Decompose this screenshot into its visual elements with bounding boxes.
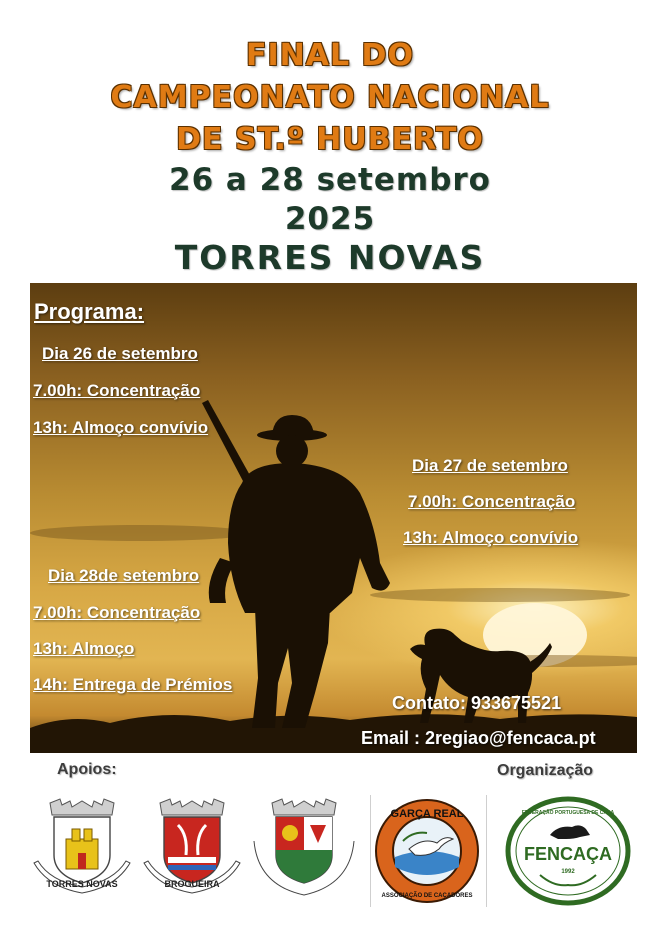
brogueira-caption: BROGUEIRA bbox=[164, 879, 220, 889]
apoios-label: Apoios: bbox=[57, 761, 117, 778]
garca-real-badge-logo bbox=[373, 797, 481, 905]
torres-novas-crest-logo bbox=[28, 795, 136, 905]
day26-date: Dia 26 de setembro bbox=[42, 344, 198, 363]
hunter-photo-panel bbox=[30, 283, 637, 753]
cloud-shape bbox=[30, 525, 250, 541]
day26-item-concentracao: 7.00h: Concentração bbox=[33, 381, 201, 400]
divider bbox=[370, 795, 371, 907]
organizacao-label: Organização bbox=[497, 762, 594, 779]
fencaca-badge-logo bbox=[500, 795, 636, 907]
fencaca-year: 1992 bbox=[561, 869, 575, 875]
day27-item-almoco: 13h: Almoço convívio bbox=[403, 528, 579, 547]
day28-date: Dia 28de setembro bbox=[48, 566, 200, 585]
title-line-1: FINAL DO bbox=[246, 38, 414, 73]
brogueira-crest-logo bbox=[138, 795, 246, 905]
day28-item-almoco: 13h: Almoço bbox=[33, 639, 135, 658]
cloud-shape bbox=[370, 588, 630, 602]
day26-item-almoco: 13h: Almoço convívio bbox=[33, 418, 209, 437]
divider bbox=[486, 795, 487, 907]
event-year: 2025 bbox=[284, 201, 376, 237]
contact-phone: Contato: 933675521 bbox=[392, 693, 562, 713]
day28-item-premios: 14h: Entrega de Prémios bbox=[33, 675, 233, 694]
day27-date: Dia 27 de setembro bbox=[412, 456, 568, 475]
torres-novas-caption: TORRES NOVAS bbox=[46, 879, 118, 889]
fencaca-ring-text: FEDERAÇÃO PORTUGUESA DE CAÇA bbox=[521, 810, 615, 816]
garca-real-subtitle: ASSOCIAÇÃO DE CAÇADORES bbox=[381, 893, 473, 899]
title-line-2: CAMPEONATO NACIONAL bbox=[110, 80, 550, 115]
day28-item-concentracao: 7.00h: Concentração bbox=[33, 603, 201, 622]
event-city: TORRES NOVAS bbox=[174, 238, 486, 277]
day27-item-concentracao: 7.00h: Concentração bbox=[408, 492, 576, 511]
parish-union-crest-logo bbox=[248, 795, 360, 905]
fencaca-name: FENCAÇA bbox=[524, 844, 612, 864]
garca-real-title: GARÇA REAL bbox=[390, 808, 464, 820]
program-title: Programa: bbox=[34, 299, 145, 324]
title-line-3: DE ST.º HUBERTO bbox=[176, 122, 484, 157]
event-dates: 26 a 28 setembro bbox=[169, 162, 491, 198]
contact-email: Email : 2regiao@fencaca.pt bbox=[361, 728, 596, 748]
